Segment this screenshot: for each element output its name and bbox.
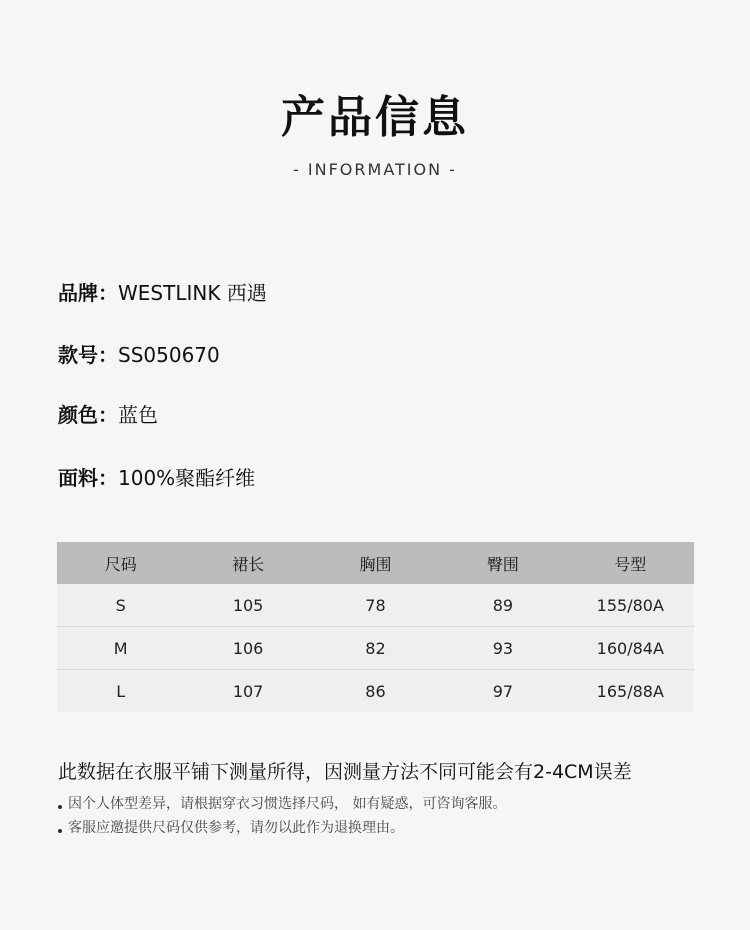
column-header-fit-code: 号型 — [567, 542, 694, 584]
page-subtitle: - INFORMATION - — [293, 160, 457, 179]
table-header-row — [57, 542, 694, 584]
table-cell: 105 — [184, 584, 311, 627]
table-cell: 93 — [439, 627, 566, 670]
notes-list — [58, 792, 506, 840]
table-cell: 155/80A — [567, 584, 694, 627]
info-label-fabric: 面料： — [58, 466, 118, 490]
table-cell: 89 — [439, 584, 566, 627]
table-cell: 86 — [312, 670, 439, 713]
column-header-hip: 臀围 — [439, 542, 566, 584]
table-row — [57, 670, 694, 713]
info-label-brand: 品牌： — [58, 281, 118, 305]
column-header-bust: 胸围 — [312, 542, 439, 584]
list-item — [58, 816, 506, 840]
table-row — [57, 584, 694, 627]
table-cell: 106 — [184, 627, 311, 670]
table-cell: 107 — [184, 670, 311, 713]
note-text: 客服应邀提供尺码仅供参考，请勿以此作为退换理由。 — [68, 820, 404, 836]
measurement-note: 此数据在衣服平铺下测量所得，因测量方法不同可能会有2-4CM误差 — [58, 761, 632, 783]
table-cell: 160/84A — [567, 627, 694, 670]
table-cell: 97 — [439, 670, 566, 713]
info-value-fabric: 100%聚酯纤维 — [118, 466, 256, 490]
note-text: 因个人体型差异，请根据穿衣习惯选择尺码， 如有疑惑，可咨询客服。 — [68, 796, 507, 812]
info-label-color: 颜色： — [58, 403, 118, 427]
info-row-fabric — [58, 463, 255, 493]
column-header-dress-length: 裙长 — [184, 542, 311, 584]
bullet-icon — [58, 805, 62, 809]
bullet-icon — [58, 829, 62, 833]
table-cell: S — [57, 584, 184, 627]
info-row-color — [58, 400, 158, 430]
column-header-size: 尺码 — [57, 542, 184, 584]
info-row-style-number — [58, 340, 220, 370]
info-value-brand: WESTLINK 西遇 — [118, 281, 267, 305]
page-title: 产品信息 — [281, 92, 469, 143]
table-row — [57, 627, 694, 670]
table-cell: 165/88A — [567, 670, 694, 713]
info-row-brand — [58, 278, 267, 308]
size-table — [57, 542, 694, 712]
info-value-color: 蓝色 — [118, 403, 158, 427]
list-item — [58, 792, 506, 816]
table-cell: L — [57, 670, 184, 713]
info-value-style-number: SS050670 — [118, 343, 220, 367]
table-cell: 82 — [312, 627, 439, 670]
info-label-style-number: 款号： — [58, 343, 118, 367]
table-cell: M — [57, 627, 184, 670]
table-cell: 78 — [312, 584, 439, 627]
